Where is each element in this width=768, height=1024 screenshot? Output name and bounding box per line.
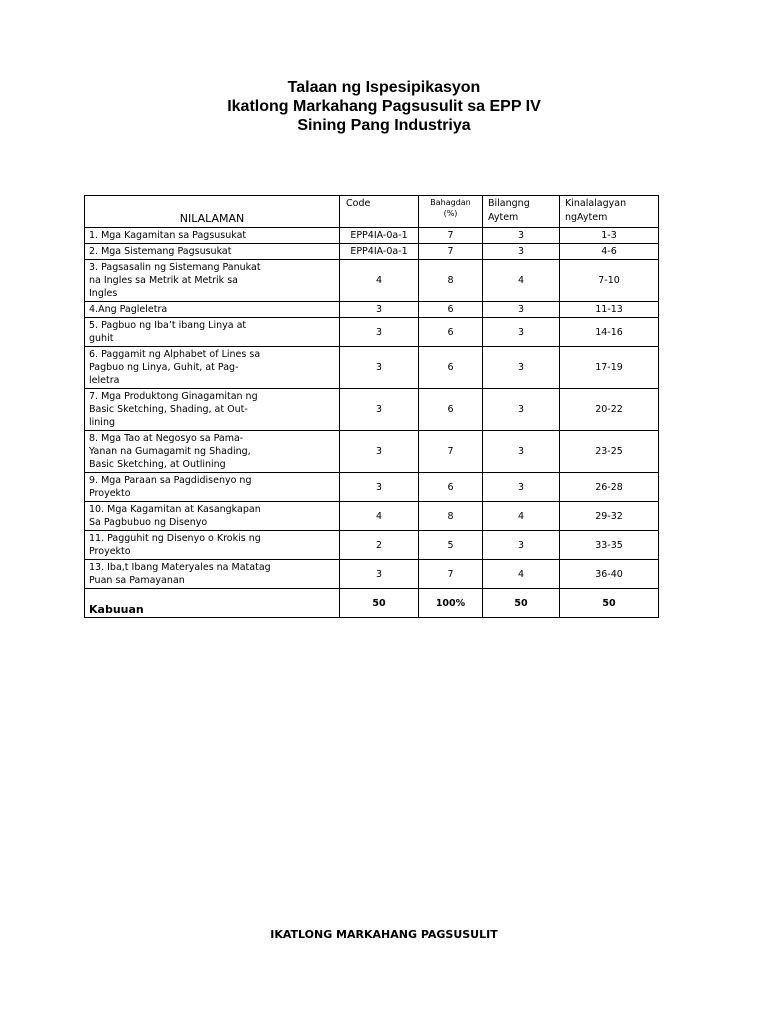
row-item-location: 26-28 — [560, 473, 659, 502]
row-item-location: 1-3 — [560, 228, 659, 244]
table-row — [85, 260, 659, 302]
row-percent: 7 — [419, 431, 483, 473]
header-item-location — [560, 196, 659, 228]
row-content-line: leletra — [89, 375, 120, 386]
row-percent: 6 — [419, 347, 483, 389]
row-percent: 5 — [419, 531, 483, 560]
row-item-location: 4-6 — [560, 244, 659, 260]
total-item-count: 50 — [483, 589, 560, 618]
row-content — [85, 473, 340, 502]
row-percent: 7 — [419, 560, 483, 589]
row-item-count: 3 — [483, 347, 560, 389]
total-percent: 100% — [419, 589, 483, 618]
row-code: EPP4IA-0a-1 — [340, 244, 419, 260]
row-content — [85, 260, 340, 302]
row-percent: 7 — [419, 244, 483, 260]
row-code: EPP4IA-0a-1 — [340, 228, 419, 244]
table-row — [85, 531, 659, 560]
row-item-location: 7-10 — [560, 260, 659, 302]
row-content-line: 9. Mga Paraan sa Pagdidisenyo ng — [89, 475, 252, 486]
row-item-location: 17-19 — [560, 347, 659, 389]
row-content-line: 7. Mga Produktong Ginagamitan ng — [89, 391, 258, 402]
document-title — [0, 78, 768, 135]
row-code: 3 — [340, 431, 419, 473]
header-item-location-line-2: ngAytem — [565, 212, 608, 223]
row-percent: 6 — [419, 389, 483, 431]
row-content — [85, 389, 340, 431]
row-item-location: 11-13 — [560, 302, 659, 318]
row-item-location: 29-32 — [560, 502, 659, 531]
row-item-count: 3 — [483, 389, 560, 431]
row-content-line: 5. Pagbuo ng Iba’t ibang Linya at — [89, 320, 247, 331]
row-item-location: 14-16 — [560, 318, 659, 347]
title-line-1: Talaan ng Ispesipikasyon — [287, 79, 481, 96]
row-content-line: Ingles — [89, 288, 118, 299]
row-percent: 8 — [419, 260, 483, 302]
row-item-location: 33-35 — [560, 531, 659, 560]
row-content — [85, 560, 340, 589]
row-content-line: 1. Mga Kagamitan sa Pagsusukat — [89, 230, 247, 241]
row-item-count: 3 — [483, 431, 560, 473]
table-row — [85, 244, 659, 260]
row-content-line: Pagbuo ng Linya, Guhit, at Pag- — [89, 362, 239, 373]
row-content-line: 6. Paggamit ng Alphabet of Lines sa — [89, 349, 261, 360]
header-percent-line-1: Bahagdan — [430, 198, 471, 207]
row-code: 3 — [340, 389, 419, 431]
header-item-location-line-1: Kinalalagyan — [565, 198, 627, 209]
table-row — [85, 228, 659, 244]
row-content-line: lining — [89, 417, 115, 428]
header-item-count — [483, 196, 560, 228]
row-content-line: Yanan na Gumagamit ng Shading, — [89, 446, 251, 457]
total-code: 50 — [340, 589, 419, 618]
row-item-count: 4 — [483, 502, 560, 531]
row-content — [85, 228, 340, 244]
row-percent: 8 — [419, 502, 483, 531]
row-content-line: Basic Sketching, Shading, at Out- — [89, 404, 248, 415]
row-content-line: 13. Iba,t Ibang Materyales na Matatag — [89, 562, 271, 573]
row-code: 4 — [340, 260, 419, 302]
table-row — [85, 431, 659, 473]
row-item-count: 4 — [483, 260, 560, 302]
row-content — [85, 347, 340, 389]
specification-table — [84, 195, 659, 618]
row-code: 4 — [340, 502, 419, 531]
table-row — [85, 473, 659, 502]
row-content-line: 11. Pagguhit ng Disenyo o Krokis ng — [89, 533, 261, 544]
table-total-row — [85, 589, 659, 618]
header-percent-line-2: (%) — [443, 209, 458, 218]
row-content-line: 10. Mga Kagamitan at Kasangkapan — [89, 504, 261, 515]
row-code: 3 — [340, 347, 419, 389]
table-row — [85, 318, 659, 347]
row-code: 3 — [340, 318, 419, 347]
row-content-line: Proyekto — [89, 488, 131, 499]
row-percent: 7 — [419, 228, 483, 244]
header-code: Code — [340, 196, 419, 228]
row-content-line: Basic Sketching, at Outlining — [89, 459, 226, 470]
row-content — [85, 302, 340, 318]
row-content-line: na Ingles sa Metrik at Metrik sa — [89, 275, 238, 286]
row-content-line: Puan sa Pamayanan — [89, 575, 185, 586]
row-content — [85, 431, 340, 473]
row-code: 3 — [340, 302, 419, 318]
row-item-count: 3 — [483, 244, 560, 260]
header-item-count-line-2: Aytem — [488, 212, 519, 223]
table-header-row — [85, 196, 659, 228]
footer-title: IKATLONG MARKAHANG PAGSUSULIT — [270, 928, 498, 941]
row-content-line: 3. Pagsasalin ng Sistemang Panukat — [89, 262, 261, 273]
header-item-count-line-1: Bilangng — [488, 198, 530, 209]
row-content — [85, 244, 340, 260]
row-percent: 6 — [419, 302, 483, 318]
row-code: 2 — [340, 531, 419, 560]
row-content-line: guhit — [89, 333, 114, 344]
row-content-line: 8. Mga Tao at Negosyo sa Pama- — [89, 433, 244, 444]
row-code: 3 — [340, 473, 419, 502]
table-row — [85, 502, 659, 531]
title-line-3: Sining Pang Industriya — [297, 117, 471, 134]
row-content-line: 4.Ang Pagleletra — [89, 304, 168, 315]
row-item-count: 3 — [483, 302, 560, 318]
title-line-2: Ikatlong Markahang Pagsusulit sa EPP IV — [227, 98, 541, 115]
row-item-location: 36-40 — [560, 560, 659, 589]
table-row — [85, 389, 659, 431]
table-body — [85, 228, 659, 589]
total-item-location: 50 — [560, 589, 659, 618]
row-content — [85, 502, 340, 531]
row-percent: 6 — [419, 318, 483, 347]
row-item-count: 3 — [483, 318, 560, 347]
header-percent — [419, 196, 483, 228]
row-item-location: 23-25 — [560, 431, 659, 473]
header-content: NILALAMAN — [85, 196, 340, 228]
row-content-line: 2. Mga Sistemang Pagsusukat — [89, 246, 232, 257]
total-label: Kabuuan — [85, 589, 340, 618]
row-item-location: 20-22 — [560, 389, 659, 431]
row-content — [85, 531, 340, 560]
row-content-line: Sa Pagbubuo ng Disenyo — [89, 517, 208, 528]
table-row — [85, 347, 659, 389]
row-item-count: 3 — [483, 531, 560, 560]
row-code: 3 — [340, 560, 419, 589]
table-row — [85, 302, 659, 318]
row-item-count: 3 — [483, 473, 560, 502]
row-content-line: Proyekto — [89, 546, 131, 557]
table-row — [85, 560, 659, 589]
row-percent: 6 — [419, 473, 483, 502]
row-item-count: 3 — [483, 228, 560, 244]
row-item-count: 4 — [483, 560, 560, 589]
row-content — [85, 318, 340, 347]
